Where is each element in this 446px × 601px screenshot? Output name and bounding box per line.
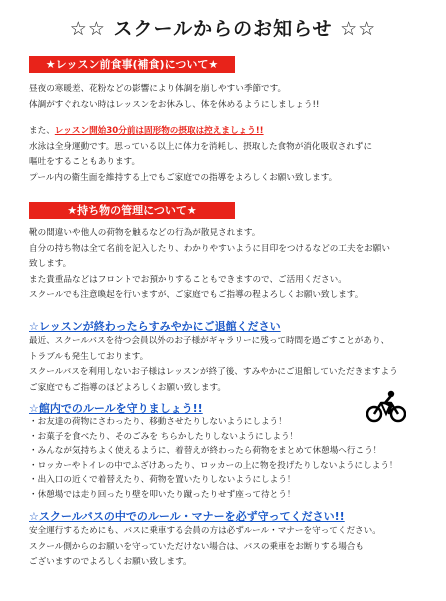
section3-header: ☆レッスンが終わったらすみやかにご退館ください <box>29 320 281 333</box>
text-line: プール内の衛生面を維持する上でもご家庭での指導をよろしくお願い致します。 <box>29 172 338 183</box>
text-line: 靴の間違いや他人の荷物を触るなどの行為が散見されます。 <box>29 228 261 238</box>
text-line: ご家庭でもご指導のほどよろしくお願い致します。 <box>29 382 226 393</box>
text-line: スクール側からのお願いを守っていただけない場合は、バスの乗車をお断りする場合も <box>29 541 364 552</box>
rule-item: ・お菓子を食べたり、そのごみを ちらかしたりしないようにしよう！ <box>29 431 299 442</box>
text-line: 嘔吐をすることもあります。 <box>29 157 141 167</box>
section2-header: ★持ち物の管理について★ <box>29 202 235 219</box>
section4-rules <box>29 415 421 503</box>
text-line: また貴重品などはフロントでお預かりすることもできますので、ご活用ください。 <box>29 274 347 285</box>
text-line: 水泳は全身運動です。思っている以上に体力を消耗し、摂取した食物が消化吸収されずに <box>29 141 373 152</box>
section3-paragraph <box>29 334 421 396</box>
section4-header: ☆館内でのルールを守りましょう!! <box>29 402 203 415</box>
rule-item: ・出入口の近くで着替えたり、荷物を置いたりしないようにしよう！ <box>29 475 296 486</box>
warning-highlight: レッスン開始30分前は固形物の摂取は控えましょう!! <box>54 126 264 136</box>
rule-item: ・みんなが気持ちよく使えるように、着替えが終わったら荷物をまとめて休憩場へ行こう！ <box>29 446 382 457</box>
text-line: 致します。 <box>29 259 72 269</box>
text-line: 最近、スクールバスを待つ会員以外のお子様がギャラリーに残って時間を過ごすことがあり、 <box>29 336 390 346</box>
section2-paragraph <box>29 226 421 304</box>
text-line <box>29 124 421 140</box>
text-line: トラブルも発生しております。 <box>29 351 149 362</box>
text-line: 体調がすぐれない時はレッスンをお休みし、体を休めるようにしましょう!! <box>29 99 320 110</box>
page-title: ☆☆ スクールからのお知らせ ☆☆ <box>69 18 377 40</box>
text-line: 自分の持ち物は全て名前を記入したり、わかりやすいように目印をつけるなどの工夫をお願い <box>29 243 390 254</box>
section1-header: ★レッスン前食事(補食)について★ <box>29 56 235 73</box>
text-line: 昼夜の寒暖差、花粉などの影響により体調を崩しやすい季節です。 <box>29 84 287 94</box>
section5-paragraph <box>29 524 421 571</box>
rule-item: ・お友達の荷物にさわったり、移動させたりしないようにしよう！ <box>29 417 287 427</box>
section1-paragraph2 <box>29 124 421 186</box>
text-line: ございますのでよろしくお願い致します。 <box>29 557 192 567</box>
rule-item: ・ロッカーやトイレの中でふざけあったり、ロッカーの上に物を投げたりしないようにしよう！ <box>29 460 398 471</box>
text-line: スクールバスを利用しないお子様はレッスンが終了後、すみやかにご退館していただきますよう <box>29 367 398 377</box>
rule-item: ・休憩場では走り回ったり壁を叩いたり蹴ったりせず座って待とう！ <box>29 489 296 500</box>
section1-paragraph1 <box>29 82 421 113</box>
text-prefix: また、 <box>29 126 55 136</box>
section5-header: ☆スクールバスの中でのルール・マナーを必ず守ってください!! <box>29 510 345 523</box>
text-line: 安全運行するためにも、バスに乗車する会員の方は必ずルール・マナーを守ってください。 <box>29 526 381 536</box>
text-line: スクールでも注意喚起を行いますが、ご家庭でもご指導の程よろしくお願い致します。 <box>29 290 364 300</box>
